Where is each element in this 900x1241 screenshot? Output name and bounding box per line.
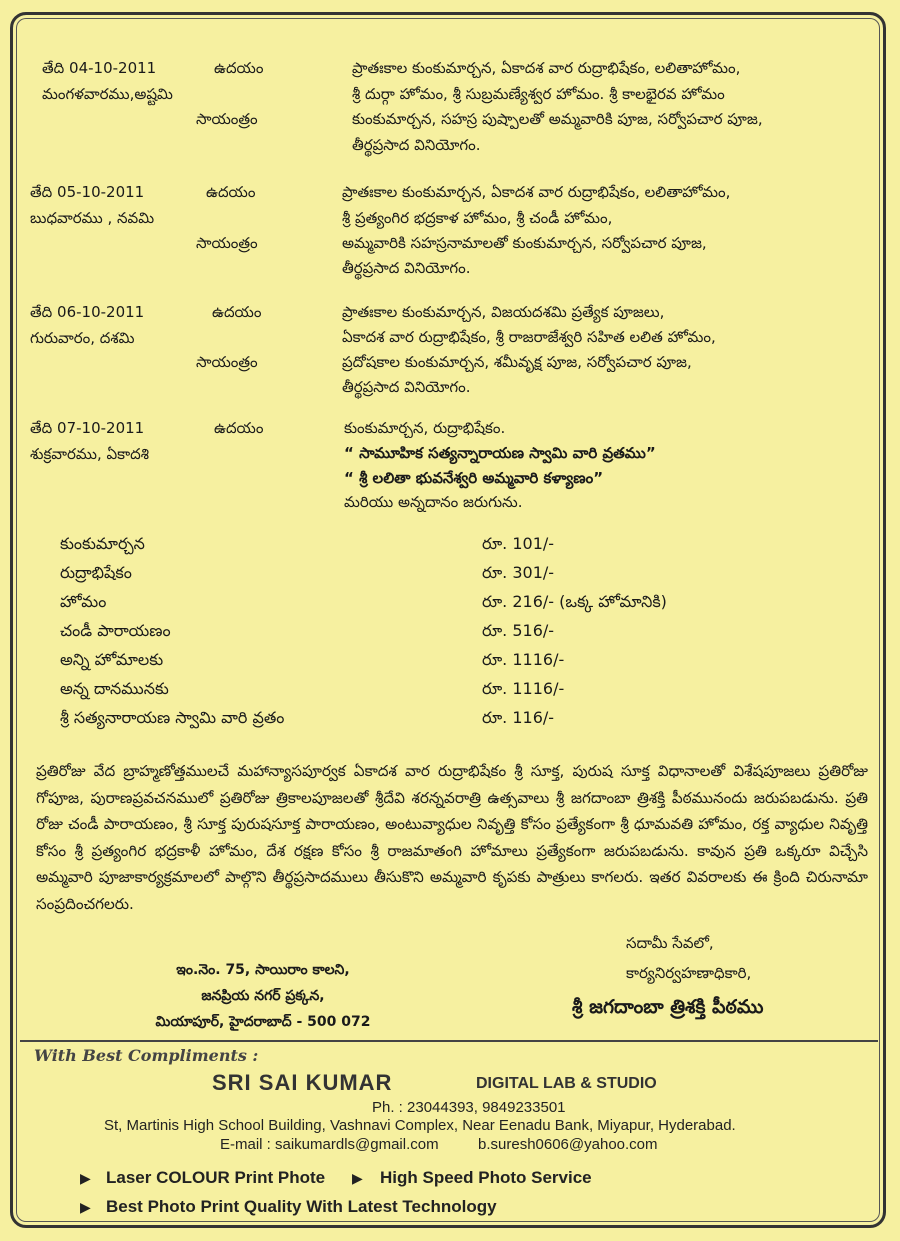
rate-name: హోమం	[60, 592, 107, 611]
schedule-line: శ్రీ ప్రత్యంగిర భద్రకాళ హోమం, శ్రీ చండీ హోమం,	[342, 209, 613, 227]
compliments-heading: With Best Compliments :	[34, 1046, 259, 1065]
play-arrow-icon: ▶	[352, 1171, 363, 1187]
schedule-line: “ శ్రీ లలితా భువనేశ్వరి అమ్మవారి కళ్యాణం”	[344, 469, 604, 487]
schedule-line: ప్రాతఃకాల కుంకుమార్చన, విజయదశమి ప్రత్యేక పూజలు,	[342, 303, 665, 321]
rate-amount: రూ. 1116/-	[482, 650, 565, 669]
evening-label: సాయంత్రం	[196, 234, 258, 252]
signature-line-1: సదామీ సేవలో,	[626, 934, 714, 952]
evening-label: సాయంత్రం	[196, 353, 258, 371]
evening-label: సాయంత్రం	[196, 110, 258, 128]
address-line-2: జనప్రియ నగర్ ప్రక్కన,	[201, 988, 325, 1004]
rate-amount: రూ. 1116/-	[482, 679, 565, 698]
morning-label: ఉదయం	[214, 419, 264, 437]
feature-3: Best Photo Print Quality With Latest Technology	[106, 1197, 497, 1216]
address-line-3: మియాపూర్, హైదరాబాద్ - 500 072	[155, 1014, 371, 1030]
rate-amount: రూ. 101/-	[482, 534, 555, 553]
schedule-date: తేది 07-10-2011	[30, 419, 145, 437]
studio-email-1: E-mail : saikumardls@gmail.com	[220, 1136, 439, 1153]
schedule-day: బుధవారము , నవమి	[30, 209, 155, 227]
schedule-date: తేది 05-10-2011	[30, 183, 145, 201]
signature-line-2: కార్యనిర్వహణాధికారి,	[626, 964, 752, 982]
studio-email-2: b.suresh0606@yahoo.com	[478, 1136, 658, 1153]
play-arrow-icon: ▶	[80, 1171, 91, 1187]
rate-amount: రూ. 516/-	[482, 621, 555, 640]
schedule-line: ప్రాతఃకాల కుంకుమార్చన, ఏకాదశ వార రుద్రాభిషేకం, లలితాహోమం,	[342, 183, 731, 201]
studio-address: St, Martinis High School Building, Vashnavi Complex, Near Eenadu Bank, Miyapur, Hyderabad.	[104, 1117, 736, 1134]
schedule-line: “ సామూహిక సత్యన్నారాయణ స్వామి వారి వ్రతము”	[344, 444, 656, 462]
morning-label: ఉదయం	[214, 59, 264, 77]
studio-phone: Ph. : 23044393, 9849233501	[372, 1099, 566, 1116]
feature-2: High Speed Photo Service	[380, 1168, 592, 1187]
schedule-line: ప్రాతఃకాల కుంకుమార్చన, ఏకాదశ వార రుద్రాభిషేకం, లలితాహోమం,	[352, 59, 741, 77]
signature-org: శ్రీ జగదాంబా త్రిశక్తి పీఠము	[572, 996, 764, 1018]
schedule-line: కుంకుమార్చన, రుద్రాభిషేకం.	[344, 419, 506, 437]
description-paragraph: ప్రతిరోజు వేద బ్రాహ్మణోత్తములచే మహాన్యాసపూర్వక ఏకాదశ వార రుద్రాభిషేకం శ్రీ సూక్త, పురుష సూక్త విధానాలతో విశేషపూజలు ప్రతిరోజు గోపూజ, పురాణప్రవచనములో ప్రతిరోజు త్రికాలపూజలతో శ్రీదేవి శరన్నవరాత్రి ఉత్సవాలు శ్రీ జగదాంబా త్రిశక్తి పీఠమునందు జరుపబడును. ప్రతి రోజు చండీ పారాయణం, శ్రీ సూక్త పురుషసూక్త పారాయణం, అంటువ్యాధుల నివృత్తి కోసం ప్రత్యేకంగా శ్రీ ధూమవతి హోమం, రక్త వ్యాధుల నివృత్తి కోసం శ్రీ ప్రత్యంగిర భద్రకాళీ హోమం, దేశ రక్షణ కోసం శ్రీ రాజమాతంగి హోమాలు ప్రత్యేకంగా జరుపబడును. కావున ప్రతి ఒక్కరూ విచ్చేసి అమ్మవారి పూజాకార్యక్రమాలలో పాల్గొని తీర్థప్రసాదములు తీసుకొని అమ్మవారి కృపకు పాత్రులు కాగలరు. ఇతర వివరాలకు ఈ క్రింది చిరునామా సంప్రదించగలరు.	[36, 762, 868, 913]
footer-divider	[20, 1040, 878, 1042]
rate-name: అన్ని హోమాలకు	[60, 650, 164, 669]
studio-name: SRI SAI KUMAR	[212, 1070, 393, 1095]
schedule-line: మరియు అన్నదానం జరుగును.	[344, 493, 523, 511]
schedule-line: శ్రీ దుర్గా హోమం, శ్రీ సుబ్రమణ్యేశ్వర హోమం. శ్రీ కాలభైరవ హోమం	[352, 85, 725, 103]
play-arrow-icon: ▶	[80, 1200, 91, 1216]
rate-amount: రూ. 301/-	[482, 563, 555, 582]
feature-1: Laser COLOUR Print Phote	[106, 1168, 326, 1187]
schedule-line: తీర్థప్రసాద వినియోగం.	[342, 378, 471, 396]
morning-label: ఉదయం	[212, 303, 262, 321]
schedule-day: శుక్రవారము, ఏకాదశి	[30, 445, 149, 463]
rate-name: అన్న దానమునకు	[60, 679, 169, 698]
schedule-day: మంగళవారము,అష్టమి	[42, 85, 173, 103]
schedule-line: కుంకుమార్చన, సహస్ర పుష్పాలతో అమ్మవారికి పూజ, సర్వోపచార పూజ,	[352, 110, 763, 128]
rate-name: కుంకుమార్చన	[60, 534, 145, 553]
schedule-line: ప్రదోషకాల కుంకుమార్చన, శమీవృక్ష పూజ, సర్వోపచార పూజ,	[342, 353, 692, 371]
studio-tagline: DIGITAL LAB & STUDIO	[476, 1075, 657, 1092]
schedule-line: ఏకాదశ వార రుద్రాభిషేకం, శ్రీ రాజరాజేశ్వరి సహిత లలిత హోమం,	[342, 328, 716, 346]
schedule-line: అమ్మవారికి సహస్రనామాలతో కుంకుమార్చన, సర్వోపచార పూజ,	[342, 234, 707, 252]
schedule-line: తీర్థప్రసాద వినియోగం.	[342, 259, 471, 277]
rate-name: రుద్రాభిషేకం	[60, 563, 132, 582]
rate-amount: రూ. 216/- (ఒక్క హోమానికి)	[482, 592, 667, 611]
schedule-line: తీర్థప్రసాద వినియోగం.	[352, 136, 481, 154]
address-line-1: ఇం.నెం. 75, సాయిరాం కాలని,	[176, 962, 350, 978]
rate-name: చండీ పారాయణం	[60, 621, 171, 640]
rate-name: శ్రీ సత్యనారాయణ స్వామి వారి వ్రతం	[60, 708, 285, 727]
schedule-day: గురువారం, దశమి	[30, 329, 135, 347]
schedule-date: తేది 06-10-2011	[30, 303, 145, 321]
rate-amount: రూ. 116/-	[482, 708, 555, 727]
schedule-date: తేది 04-10-2011	[42, 59, 157, 77]
morning-label: ఉదయం	[206, 183, 256, 201]
